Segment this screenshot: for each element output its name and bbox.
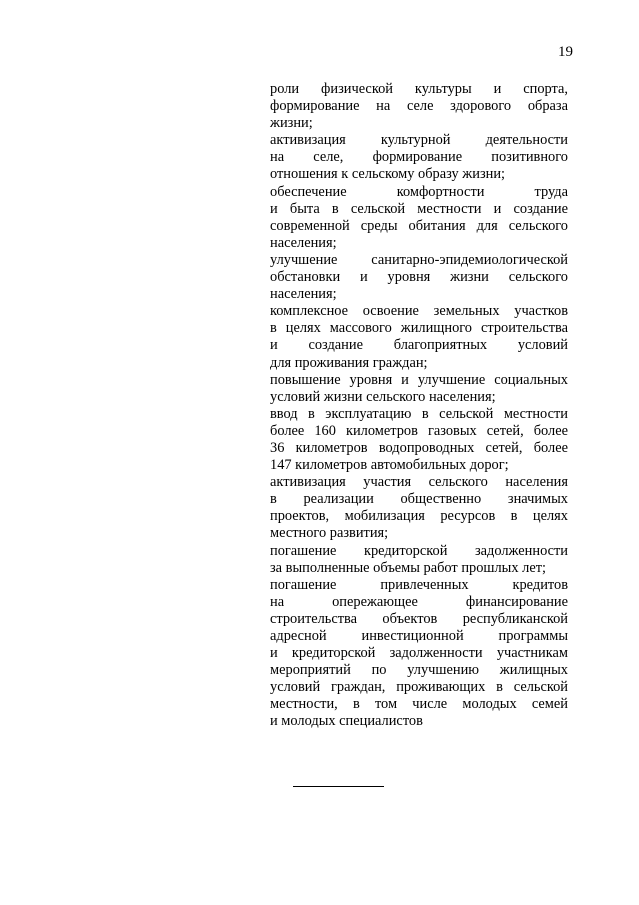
text-line: в целях массового жилищного строительства [270, 320, 568, 337]
text-line: и быта в сельской местности и создание [270, 200, 568, 217]
text-line: местного развития; [270, 525, 389, 542]
text-line: на селе, формирование позитивного [270, 149, 568, 166]
text-line: строительства объектов республиканской [270, 610, 568, 627]
text-line: 147 километров автомобильных дорог; [270, 457, 509, 474]
text-line: обеспечение комфортности труда [270, 183, 568, 200]
text-line: мероприятий по улучшению жилищных [270, 662, 568, 679]
text-line: роли физической культуры и спорта, [270, 81, 568, 97]
text-line: обстановки и уровня жизни сельского [270, 269, 568, 286]
text-line: 36 километров водопроводных сетей, более [270, 439, 568, 456]
text-line: для проживания граждан; [270, 354, 428, 371]
text-line: формирование на селе здорового образа [270, 98, 568, 115]
text-line: ввод в эксплуатацию в сельской местности [270, 405, 568, 422]
text-line: активизация культурной деятельности [270, 132, 568, 149]
text-line: комплексное освоение земельных участков [270, 303, 568, 320]
text-line: погашение привлеченных кредитов [270, 576, 568, 593]
text-line: более 160 километров газовых сетей, более [270, 422, 568, 439]
text-line: улучшение санитарно-эпидемиологической [270, 251, 568, 268]
text-line: условий граждан, проживающих в сельской [270, 679, 568, 696]
text-line: местности, в том числе молодых семей [270, 696, 568, 713]
text-line: населения; [270, 286, 337, 303]
text-line: в реализации общественно значимых [270, 491, 568, 508]
text-line: повышение уровня и улучшение социальных [270, 371, 568, 388]
page-number: 19 [558, 44, 573, 60]
text-line: отношения к сельскому образу жизни; [270, 166, 506, 183]
text-line: и создание благоприятных условий [270, 337, 568, 354]
text-line: современной среды обитания для сельского [270, 217, 568, 234]
text-line: и кредиторской задолженности участникам [270, 645, 568, 662]
text-line: и молодых специалистов [270, 713, 423, 730]
text-line: проектов, мобилизация ресурсов в целях [270, 508, 568, 525]
text-line: жизни; [270, 115, 313, 132]
text-line: на опережающее финансирование [270, 593, 568, 610]
text-line: населения; [270, 234, 337, 251]
text-line: за выполненные объемы работ прошлых лет; [270, 559, 546, 576]
text-line: адресной инвестиционной программы [270, 628, 568, 644]
text-line: погашение кредиторской задолженности [270, 542, 568, 559]
text-line: активизация участия сельского населения [270, 474, 568, 491]
document-body [270, 81, 568, 731]
text-line: условий жизни сельского населения; [270, 388, 496, 405]
footer-divider-line [293, 786, 384, 787]
